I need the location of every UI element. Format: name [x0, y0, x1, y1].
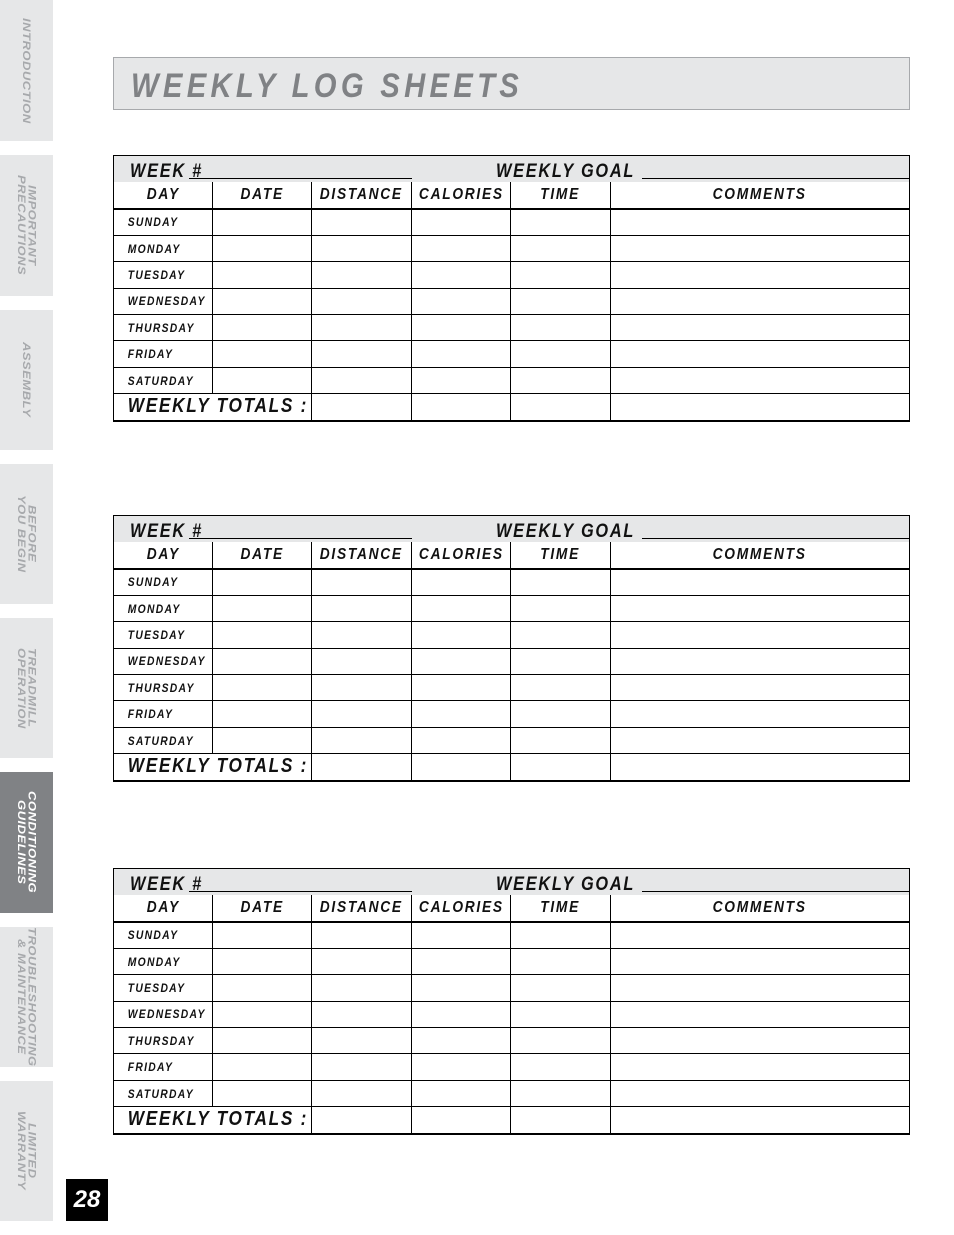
- day-row: [114, 595, 910, 621]
- side-tab-label: IMPORTANT PRECAUTIONS: [15, 175, 38, 276]
- weekly-totals-row: [114, 1107, 910, 1134]
- calories-cell[interactable]: [412, 262, 511, 288]
- day-row: [114, 569, 910, 595]
- date-cell[interactable]: [213, 595, 312, 621]
- column-header-date: DATE: [213, 182, 312, 209]
- calories-cell[interactable]: [412, 622, 511, 648]
- calories-cell[interactable]: [412, 975, 511, 1001]
- distance-cell[interactable]: [312, 341, 412, 367]
- date-cell[interactable]: [213, 315, 312, 341]
- side-tab-label: CONDITIONING GUIDELINES: [15, 791, 38, 894]
- day-label: FRIDAY: [127, 347, 174, 362]
- day-row: [114, 262, 910, 288]
- date-cell[interactable]: [213, 727, 312, 753]
- distance-cell[interactable]: [312, 675, 412, 701]
- weekly-log-table-1: [113, 155, 910, 422]
- day-label: SUNDAY: [127, 575, 179, 590]
- side-tab-assembly[interactable]: [0, 310, 53, 450]
- day-row: [114, 675, 910, 701]
- column-header-row: [114, 182, 910, 209]
- comments-cell[interactable]: [611, 315, 910, 341]
- weekly-goal-field[interactable]: [642, 178, 909, 179]
- column-header-date: DATE: [213, 895, 312, 922]
- day-row: [114, 367, 910, 393]
- column-header-calories: CALORIES: [412, 182, 511, 209]
- column-header-time: TIME: [511, 542, 611, 569]
- calories-cell[interactable]: [412, 1054, 511, 1080]
- column-header-comments: COMMENTS: [611, 182, 910, 209]
- distance-cell[interactable]: [312, 209, 412, 235]
- column-header-calories: CALORIES: [412, 542, 511, 569]
- day-label: MONDAY: [127, 954, 181, 969]
- weekly-totals-label: WEEKLY TOTALS :: [127, 755, 309, 778]
- total-distance-cell[interactable]: [312, 754, 412, 781]
- date-cell[interactable]: [213, 1028, 312, 1054]
- calories-cell[interactable]: [412, 648, 511, 674]
- weekly-log-table-2: [113, 515, 910, 782]
- column-header-distance: DISTANCE: [312, 895, 412, 922]
- date-cell[interactable]: [213, 1080, 312, 1106]
- day-row: [114, 1080, 910, 1106]
- comments-cell[interactable]: [611, 1054, 910, 1080]
- day-label: FRIDAY: [127, 707, 174, 722]
- distance-cell[interactable]: [312, 727, 412, 753]
- time-cell[interactable]: [511, 595, 611, 621]
- total-calories-cell[interactable]: [412, 754, 511, 781]
- date-cell[interactable]: [213, 569, 312, 595]
- total-time-cell[interactable]: [511, 754, 611, 781]
- day-label: SATURDAY: [127, 373, 194, 388]
- day-row: [114, 1028, 910, 1054]
- time-cell[interactable]: [511, 975, 611, 1001]
- side-tab-label: TROUBLESHOOTING & MAINTENANCE: [15, 927, 38, 1067]
- day-row: [114, 922, 910, 948]
- day-row: [114, 1001, 910, 1027]
- calories-cell[interactable]: [412, 948, 511, 974]
- time-cell[interactable]: [511, 262, 611, 288]
- day-label: WEDNESDAY: [127, 294, 206, 309]
- time-cell[interactable]: [511, 1001, 611, 1027]
- column-header-calories: CALORIES: [412, 895, 511, 922]
- date-cell[interactable]: [213, 975, 312, 1001]
- day-row: [114, 288, 910, 314]
- day-row: [114, 727, 910, 753]
- column-header-row: [114, 895, 910, 922]
- calories-cell[interactable]: [412, 209, 511, 235]
- total-time-cell[interactable]: [511, 1107, 611, 1134]
- total-distance-cell[interactable]: [312, 394, 412, 421]
- time-cell[interactable]: [511, 367, 611, 393]
- distance-cell[interactable]: [312, 1054, 412, 1080]
- log-header-row: [114, 516, 910, 543]
- day-row: [114, 975, 910, 1001]
- distance-cell[interactable]: [312, 569, 412, 595]
- time-cell[interactable]: [511, 1028, 611, 1054]
- distance-cell[interactable]: [312, 622, 412, 648]
- weekly-log-table-3: [113, 868, 910, 1135]
- distance-cell[interactable]: [312, 367, 412, 393]
- date-cell[interactable]: [213, 262, 312, 288]
- comments-cell[interactable]: [611, 622, 910, 648]
- day-label: SATURDAY: [127, 1086, 194, 1101]
- date-cell[interactable]: [213, 288, 312, 314]
- time-cell[interactable]: [511, 209, 611, 235]
- weekly-goal-field[interactable]: [642, 891, 909, 892]
- time-cell[interactable]: [511, 701, 611, 727]
- weekly-goal-label: WEEKLY GOAL: [495, 874, 635, 895]
- date-cell[interactable]: [213, 209, 312, 235]
- total-calories-cell[interactable]: [412, 394, 511, 421]
- calories-cell[interactable]: [412, 701, 511, 727]
- column-header-day: DAY: [114, 542, 213, 569]
- comments-cell[interactable]: [611, 1028, 910, 1054]
- day-row: [114, 235, 910, 261]
- column-header-time: TIME: [511, 895, 611, 922]
- day-label: MONDAY: [127, 601, 181, 616]
- comments-cell[interactable]: [611, 569, 910, 595]
- calories-cell[interactable]: [412, 1028, 511, 1054]
- total-distance-cell[interactable]: [312, 1107, 412, 1134]
- side-tab-introduction[interactable]: [0, 0, 53, 141]
- day-label: WEDNESDAY: [127, 1007, 206, 1022]
- day-row: [114, 622, 910, 648]
- week-number-field[interactable]: [189, 891, 412, 892]
- weekly-goal-label: WEEKLY GOAL: [495, 161, 635, 182]
- day-row: [114, 341, 910, 367]
- date-cell[interactable]: [213, 367, 312, 393]
- column-header-comments: COMMENTS: [611, 895, 910, 922]
- calories-cell[interactable]: [412, 675, 511, 701]
- comments-cell[interactable]: [611, 235, 910, 261]
- total-comments-cell[interactable]: [611, 1107, 910, 1134]
- weekly-totals-row: [114, 394, 910, 421]
- day-label: SUNDAY: [127, 215, 179, 230]
- side-tab-label: LIMITED WARRANTY: [15, 1111, 38, 1191]
- date-cell[interactable]: [213, 675, 312, 701]
- calories-cell[interactable]: [412, 315, 511, 341]
- date-cell[interactable]: [213, 1054, 312, 1080]
- time-cell[interactable]: [511, 1054, 611, 1080]
- calories-cell[interactable]: [412, 727, 511, 753]
- calories-cell[interactable]: [412, 922, 511, 948]
- calories-cell[interactable]: [412, 367, 511, 393]
- day-label: SUNDAY: [127, 928, 179, 943]
- time-cell[interactable]: [511, 1080, 611, 1106]
- time-cell[interactable]: [511, 727, 611, 753]
- date-cell[interactable]: [213, 701, 312, 727]
- distance-cell[interactable]: [312, 975, 412, 1001]
- distance-cell[interactable]: [312, 595, 412, 621]
- date-cell[interactable]: [213, 341, 312, 367]
- total-calories-cell[interactable]: [412, 1107, 511, 1134]
- distance-cell[interactable]: [312, 948, 412, 974]
- side-tab-important-precautions[interactable]: [0, 155, 53, 296]
- side-tab-label: INTRODUCTION: [20, 17, 33, 124]
- weekly-goal-field[interactable]: [642, 538, 909, 539]
- calories-cell[interactable]: [412, 288, 511, 314]
- side-tab-treadmill-operation[interactable]: [0, 618, 53, 758]
- time-cell[interactable]: [511, 622, 611, 648]
- column-header-day: DAY: [114, 182, 213, 209]
- day-row: [114, 701, 910, 727]
- day-row: [114, 648, 910, 674]
- week-number-label: WEEK #: [130, 161, 203, 182]
- calories-cell[interactable]: [412, 1001, 511, 1027]
- comments-cell[interactable]: [611, 648, 910, 674]
- day-label: FRIDAY: [127, 1060, 174, 1075]
- time-cell[interactable]: [511, 315, 611, 341]
- comments-cell[interactable]: [611, 1001, 910, 1027]
- weekly-totals-row: [114, 754, 910, 781]
- side-tab-before-you-begin[interactable]: [0, 464, 53, 604]
- comments-cell[interactable]: [611, 288, 910, 314]
- distance-cell[interactable]: [312, 262, 412, 288]
- date-cell[interactable]: [213, 922, 312, 948]
- comments-cell[interactable]: [611, 701, 910, 727]
- week-number-label: WEEK #: [130, 521, 203, 542]
- side-tab-label: TREADMILL OPERATION: [15, 647, 38, 729]
- day-label: TUESDAY: [127, 267, 186, 282]
- comments-cell[interactable]: [611, 595, 910, 621]
- comments-cell[interactable]: [611, 922, 910, 948]
- calories-cell[interactable]: [412, 569, 511, 595]
- date-cell[interactable]: [213, 1001, 312, 1027]
- comments-cell[interactable]: [611, 367, 910, 393]
- day-label: SATURDAY: [127, 733, 194, 748]
- total-comments-cell[interactable]: [611, 754, 910, 781]
- total-time-cell[interactable]: [511, 394, 611, 421]
- calories-cell[interactable]: [412, 1080, 511, 1106]
- comments-cell[interactable]: [611, 209, 910, 235]
- date-cell[interactable]: [213, 622, 312, 648]
- page-title: WEEKLY LOG SHEETS: [131, 67, 524, 105]
- column-header-day: DAY: [114, 895, 213, 922]
- comments-cell[interactable]: [611, 675, 910, 701]
- total-comments-cell[interactable]: [611, 394, 910, 421]
- day-label: TUESDAY: [127, 627, 186, 642]
- distance-cell[interactable]: [312, 315, 412, 341]
- log-header-row: [114, 869, 910, 896]
- time-cell[interactable]: [511, 675, 611, 701]
- column-header-time: TIME: [511, 182, 611, 209]
- time-cell[interactable]: [511, 341, 611, 367]
- day-label: WEDNESDAY: [127, 654, 206, 669]
- comments-cell[interactable]: [611, 727, 910, 753]
- column-header-date: DATE: [213, 542, 312, 569]
- calories-cell[interactable]: [412, 235, 511, 261]
- day-row: [114, 315, 910, 341]
- comments-cell[interactable]: [611, 341, 910, 367]
- time-cell[interactable]: [511, 648, 611, 674]
- distance-cell[interactable]: [312, 288, 412, 314]
- time-cell[interactable]: [511, 569, 611, 595]
- distance-cell[interactable]: [312, 1028, 412, 1054]
- log-header-row: [114, 156, 910, 183]
- column-header-distance: DISTANCE: [312, 182, 412, 209]
- side-tab-conditioning-guidelines[interactable]: [0, 772, 53, 913]
- day-label: THURSDAY: [127, 320, 195, 335]
- column-header-row: [114, 542, 910, 569]
- date-cell[interactable]: [213, 648, 312, 674]
- week-number-field[interactable]: [189, 178, 412, 179]
- distance-cell[interactable]: [312, 701, 412, 727]
- day-label: THURSDAY: [127, 1033, 195, 1048]
- page-title-banner: [113, 57, 910, 110]
- week-number-field[interactable]: [189, 538, 412, 539]
- day-row: [114, 948, 910, 974]
- distance-cell[interactable]: [312, 1001, 412, 1027]
- side-tab-label: ASSEMBLY: [20, 342, 33, 418]
- time-cell[interactable]: [511, 922, 611, 948]
- day-label: THURSDAY: [127, 680, 195, 695]
- distance-cell[interactable]: [312, 235, 412, 261]
- time-cell[interactable]: [511, 288, 611, 314]
- comments-cell[interactable]: [611, 975, 910, 1001]
- comments-cell[interactable]: [611, 1080, 910, 1106]
- page-number: 28: [66, 1179, 108, 1221]
- side-tab-limited-warranty[interactable]: [0, 1081, 53, 1221]
- date-cell[interactable]: [213, 948, 312, 974]
- weekly-totals-label: WEEKLY TOTALS :: [127, 395, 309, 418]
- time-cell[interactable]: [511, 235, 611, 261]
- comments-cell[interactable]: [611, 262, 910, 288]
- side-tab-label: BEFORE YOU BEGIN: [15, 495, 38, 573]
- week-number-label: WEEK #: [130, 874, 203, 895]
- weekly-goal-label: WEEKLY GOAL: [495, 521, 635, 542]
- side-tab-troubleshooting-maintenance[interactable]: [0, 927, 53, 1067]
- distance-cell[interactable]: [312, 648, 412, 674]
- calories-cell[interactable]: [412, 341, 511, 367]
- day-label: TUESDAY: [127, 980, 186, 995]
- distance-cell[interactable]: [312, 1080, 412, 1106]
- comments-cell[interactable]: [611, 948, 910, 974]
- column-header-comments: COMMENTS: [611, 542, 910, 569]
- date-cell[interactable]: [213, 235, 312, 261]
- day-label: MONDAY: [127, 241, 181, 256]
- day-row: [114, 209, 910, 235]
- distance-cell[interactable]: [312, 922, 412, 948]
- day-row: [114, 1054, 910, 1080]
- time-cell[interactable]: [511, 948, 611, 974]
- column-header-distance: DISTANCE: [312, 542, 412, 569]
- calories-cell[interactable]: [412, 595, 511, 621]
- weekly-totals-label: WEEKLY TOTALS :: [127, 1108, 309, 1131]
